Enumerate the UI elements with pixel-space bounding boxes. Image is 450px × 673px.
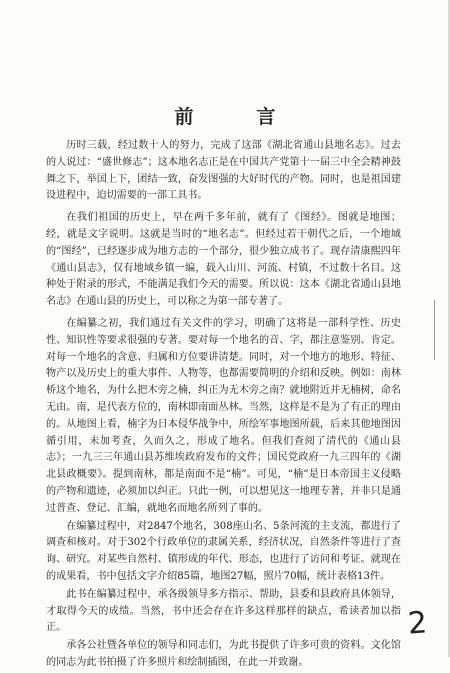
paragraph-2: 在我们祖国的历史上，早在两千多年前，就有了《图经》。图就是地图；经，就是文字说明。这就是当时的“地名志”。但经过若干朝代之后，一个地域的“图经”，已经逐步成为地方志的一个部分，很少独立成书了。现存清康熙四年《通山县志》，仅有地域乡镇一编，载入山川、河流、村镇，不过数十名目。这种处于附录的形式，不能满足我们今天的需要。所以说：这本《湖北省通山县地名志》在通山县的历史上，可以称之为第一部专著了。 bbox=[46, 212, 401, 308]
paragraph-1: 历时三载，经过数十人的努力，完成了这部《湖北省通山县地名志》。过去的人说过：“盛世修志”；这本地名志正是在中国共产党第十一届三中全会精神鼓舞之下，举国上下，团结一致，奋发图强的大好时代的产物。同时，也是祖国建设进程中，迫切需要的一部工具书。 bbox=[46, 140, 401, 202]
paragraph-5: 此书在编纂过程中，承各级领导多方指示、帮助，县委和县政府具体领导，才取得今天的成绩。当然，书中还会存在许多这样那样的缺点，希读者加以指正。 bbox=[46, 588, 401, 634]
page-number: 2 bbox=[406, 605, 429, 642]
preface-body bbox=[46, 138, 401, 673]
margin-mark bbox=[434, 300, 435, 360]
paragraph-4: 在编纂过程中，对2847个地名，308座山名、5条河流的主支流，都进行了调查和核对。对于302个行政单位的隶属关系，经济状况，自然条件等进行了查询、研究。对某些自然村、镇形成的年代、形态，也进行了访问和考证。就现在的成果看，书中包括文字介绍85篇，地图27幅，照片70幅，统计表格13件。 bbox=[46, 520, 401, 582]
paragraph-6: 承各公社暨各单位的领导和同志们，为此书提供了许多可贵的资料。文化馆的同志为此书拍摄了许多照片和绘制插图，在此一并致谢。 bbox=[46, 640, 401, 668]
paragraph-3: 在编纂之初，我们通过有关文件的学习，明确了这将是一部科学性、历史性、知识性等要求很强的专著。要对每一个地名的音、字，都注意鉴别、肯定。对每一个地名的含意、归属和方位要讲清楚。同时，对一个地方的地形、特征、物产以及历史上的重大事件、人物等，也都需要简明的介绍和反映。例如：南林桥这个地名，为什么把木旁之楠，纠正为无木旁之南？就地附近并无楠树，命名无由。南，是代表方位的，南林即南面丛林。当然，这样是不是为了有正的理由的。从地图上看，楠字为日本侵华战争中，所绘军事地图所载，后来其他地图因循引用，未加考查，久而久之，形成了地名。但我们查阅了清代的《通山县志》；一九三三年通山县苏维埃政府发布的文件；国民党政府一九三四年的《湖北县政概要》。提到南林，都是南面不是“楠”。可见，“楠”是日本帝国主义侵略的产物和遗迹，必须加以纠正。只此一例，可以想见这一地理专著，并非只是通过普查、登记、汇编，就地名而地名所列了事的。 bbox=[46, 317, 401, 514]
page-title: 前 言 bbox=[174, 106, 298, 128]
